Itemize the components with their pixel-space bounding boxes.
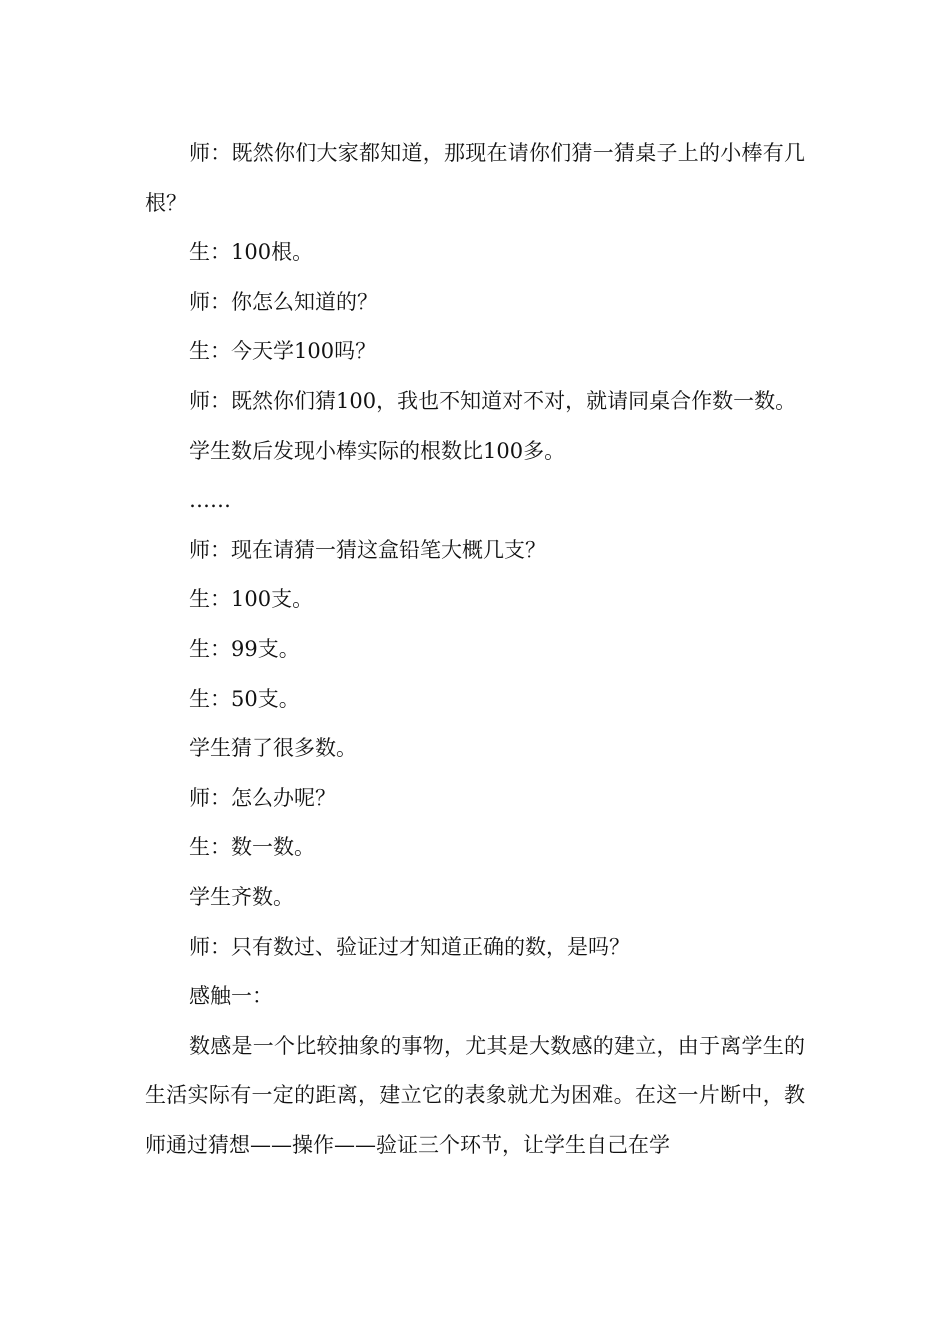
- dialogue-teacher-verify: 师：只有数过、验证过才知道正确的数，是吗？: [189, 934, 630, 959]
- document-body: [145, 129, 805, 1170]
- ellipsis: ……: [189, 488, 231, 513]
- dialogue-student-count: 生：数一数。: [189, 835, 315, 860]
- reflection-body: 数感是一个比较抽象的事物，尤其是大数感的建立，由于离学生的生活实际有一定的距离，建立它的表象就尤为困难。在这一片断中，教师通过猜想——操作——验证三个环节，让学生自己在学: [145, 1033, 805, 1157]
- narration-many-guesses: 学生猜了很多数。: [189, 736, 357, 761]
- dialogue-teacher-guess-sticks: 师：既然你们大家都知道，那现在请你们猜一猜桌子上的小棒有几根？: [145, 141, 805, 215]
- dialogue-teacher-count-together: 师：既然你们猜100，我也不知道对不对，就请同桌合作数一数。: [189, 388, 797, 413]
- dialogue-student-100-pencils: 生：100支。: [189, 587, 314, 612]
- dialogue-student-50-pencils: 生：50支。: [189, 686, 300, 711]
- narration-more-than-100: 学生数后发现小棒实际的根数比100多。: [189, 438, 566, 463]
- dialogue-teacher-guess-pencils: 师：现在请猜一猜这盒铅笔大概几支？: [189, 537, 546, 562]
- dialogue-student-99-pencils: 生：99支。: [189, 636, 300, 661]
- reflection-heading: 感触一：: [189, 984, 273, 1009]
- narration-count-together: 学生齐数。: [189, 884, 294, 909]
- dialogue-teacher-what-to-do: 师：怎么办呢？: [189, 785, 336, 810]
- dialogue-student-100-sticks: 生：100根。: [189, 240, 314, 265]
- dialogue-teacher-how-know: 师：你怎么知道的？: [189, 289, 378, 314]
- dialogue-student-learn-100: 生：今天学100吗？: [189, 339, 377, 364]
